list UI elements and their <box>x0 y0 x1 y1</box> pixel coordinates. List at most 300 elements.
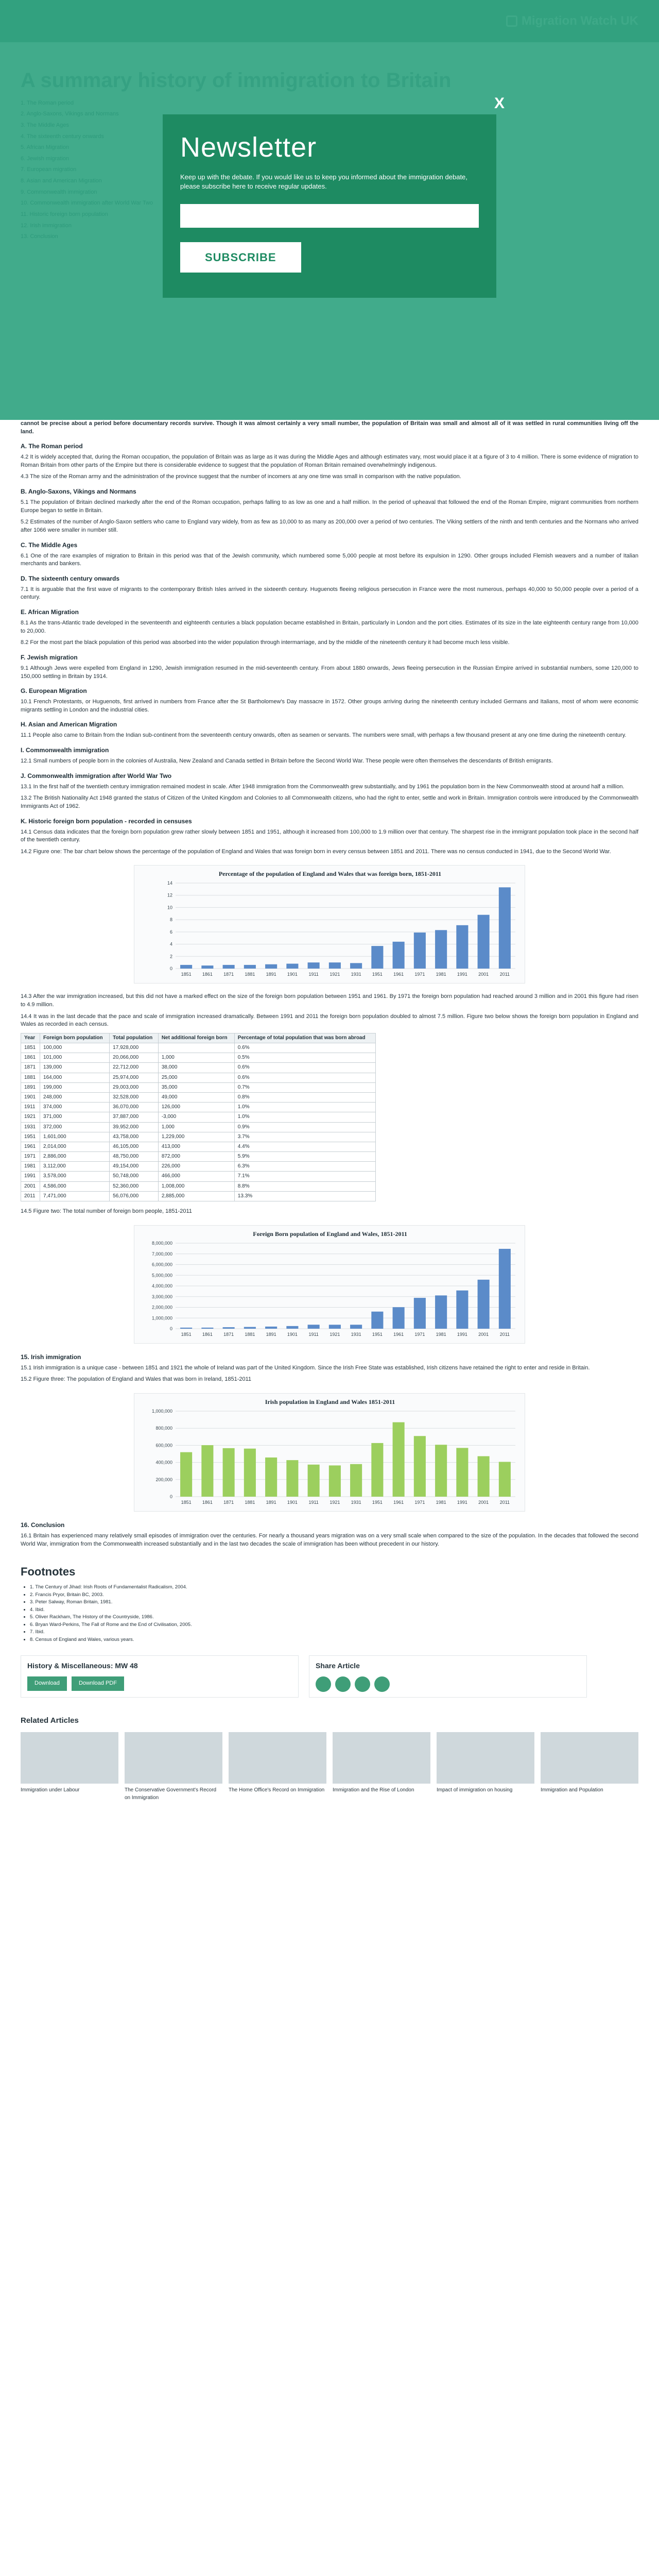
x-tick-label: 2001 <box>478 972 489 977</box>
bar <box>180 1328 192 1329</box>
table-cell: 101,000 <box>40 1053 110 1063</box>
chart-title: Percentage of the population of England and Wales that was foreign born, 1851-2011 <box>218 870 442 878</box>
bar <box>201 1445 213 1497</box>
bar <box>350 963 362 969</box>
section-paragraph: 5.2 Estimates of the number of Anglo-Saxon settlers who came to England vary widely, from as few as 10,000 to as many as 200,000 over a period of two centuries. The Viking settlers of the ninth and tenth centuries and the Normans who arrived after 1066 were smaller in number still. <box>21 519 638 533</box>
table-cell: 1,229,000 <box>158 1132 234 1142</box>
table-cell: 48,750,000 <box>110 1152 159 1162</box>
x-tick-label: 2011 <box>499 1499 510 1505</box>
table-header: Percentage of total population that was born abroad <box>234 1033 375 1043</box>
table-cell: 37,887,000 <box>110 1112 159 1122</box>
bar <box>329 963 341 969</box>
population-table <box>21 1033 376 1201</box>
table-cell: 2,014,000 <box>40 1142 110 1151</box>
x-tick-label: 1881 <box>245 1499 255 1505</box>
table-cell: 0.7% <box>234 1082 375 1092</box>
y-tick-label: 14 <box>167 880 172 886</box>
related-card-title[interactable]: The Conservative Government's Record on Immigration <box>125 1787 217 1801</box>
table-cell: 0.6% <box>234 1063 375 1073</box>
x-tick-label: 1911 <box>308 972 319 977</box>
table-cell: 6.3% <box>234 1162 375 1172</box>
table-row <box>21 1043 376 1053</box>
x-tick-label: 1931 <box>351 972 361 977</box>
x-tick-label: 1961 <box>393 972 404 977</box>
bar <box>265 964 277 969</box>
table-cell: 1,000 <box>158 1053 234 1063</box>
table-header: Foreign born population <box>40 1033 110 1043</box>
related-image <box>437 1732 534 1784</box>
table-row <box>21 1122 376 1132</box>
bar <box>350 1464 362 1497</box>
table-cell: 1961 <box>21 1142 40 1151</box>
y-tick-label: 0 <box>169 1326 172 1331</box>
x-tick-label: 1891 <box>266 972 276 977</box>
section-heading: A. The Roman period <box>21 443 83 450</box>
bar <box>286 964 298 969</box>
share-card <box>309 1655 587 1698</box>
x-tick-label: 2011 <box>499 1331 510 1337</box>
section-heading: D. The sixteenth century onwards <box>21 574 120 582</box>
download-button[interactable]: Download <box>27 1676 67 1691</box>
x-tick-label: 1861 <box>202 1499 213 1505</box>
bar <box>223 1327 235 1329</box>
section-heading: G. European Migration <box>21 687 87 695</box>
section-heading: B. Anglo-Saxons, Vikings and Normans <box>21 488 136 496</box>
table-header: Year <box>21 1033 40 1043</box>
table-row <box>21 1092 376 1102</box>
table-cell: 1861 <box>21 1053 40 1063</box>
related-articles <box>21 1715 638 1802</box>
table-cell: 2,886,000 <box>40 1152 110 1162</box>
y-tick-label: 1,000,000 <box>151 1408 172 1414</box>
paragraph: 15.1 Irish immigration is a unique case - between 1851 and 1921 the whole of Ireland was part of the United Kingdom. Since the Irish Free State was established, Irish citizens have retained the right to enter and reside in Britain. <box>21 1364 590 1371</box>
section-heading: J. Commonwealth immigration after World War Two <box>21 772 172 779</box>
table-cell: 3,578,000 <box>40 1172 110 1181</box>
share-buttons <box>316 1676 580 1692</box>
table-row <box>21 1191 376 1201</box>
table-cell: 43,758,000 <box>110 1132 159 1142</box>
section-heading: E. African Migration <box>21 608 79 616</box>
related-card[interactable] <box>21 1732 118 1801</box>
x-tick-label: 1851 <box>181 972 192 977</box>
table-cell: 0.9% <box>234 1122 375 1132</box>
email-input[interactable] <box>180 204 479 228</box>
x-tick-label: 1961 <box>393 1331 404 1337</box>
bar <box>478 915 490 969</box>
footnote-item: • 4. Ibid. <box>30 1606 638 1613</box>
table-cell: 226,000 <box>158 1162 234 1172</box>
download-pdf-button[interactable]: Download PDF <box>72 1676 124 1691</box>
section-paragraph: 13.1 In the first half of the twentieth century immigration remained modest in scale. After 1948 immigration from the Commonwealth grew substantially, and by 1961 the population born in the New Commonwealth stood at around half a million. <box>21 783 625 790</box>
x-tick-label: 1891 <box>266 1499 276 1505</box>
footnote-item: • 6. Bryan Ward-Perkins, The Fall of Rome and the End of Civilisation, 2005. <box>30 1621 638 1628</box>
x-tick-label: 1891 <box>266 1331 276 1337</box>
newsletter-title: Newsletter <box>180 132 317 163</box>
related-card-title[interactable]: Immigration and Population <box>541 1787 603 1793</box>
related-image <box>125 1732 222 1784</box>
table-cell: 2011 <box>21 1191 40 1201</box>
footnote-item: • 1. The Century of Jihad: Irish Roots of Fundamentalist Radicalism, 2004. <box>30 1584 638 1590</box>
table-cell: 52,360,000 <box>110 1181 159 1191</box>
newsletter-text: Keep up with the debate. If you would like us to keep you informed about the immigration debate, please subscribe here to receive regular updates. <box>180 173 467 191</box>
bar <box>350 1325 362 1329</box>
bar <box>244 1327 256 1328</box>
section-paragraph: 8.2 For the most part the black population of this period was absorbed into the wider population through intermarriage, and by the middle of the nineteenth century it had become much less visible. <box>21 639 510 646</box>
footnotes-title: Footnotes <box>21 1565 76 1579</box>
newsletter-modal <box>163 95 505 298</box>
chart-1-container <box>134 865 525 984</box>
table-cell: 372,000 <box>40 1122 110 1132</box>
table-header: Net additional foreign born <box>158 1033 234 1043</box>
x-tick-label: 1931 <box>351 1499 361 1505</box>
table-cell: 49,000 <box>158 1092 234 1102</box>
bar <box>286 1460 298 1497</box>
x-tick-label: 1971 <box>414 1499 425 1505</box>
table-cell: 126,000 <box>158 1103 234 1112</box>
y-tick-label: 1,000,000 <box>151 1315 172 1320</box>
table-cell: 25,974,000 <box>110 1073 159 1082</box>
table-cell: 199,000 <box>40 1082 110 1092</box>
bar <box>308 1325 320 1329</box>
bar <box>201 1328 213 1329</box>
x-tick-label: 1881 <box>245 972 255 977</box>
y-tick-label: 0 <box>169 1494 172 1499</box>
y-tick-label: 3,000,000 <box>151 1294 172 1299</box>
y-tick-label: 8 <box>169 917 172 923</box>
table-cell: 1981 <box>21 1162 40 1172</box>
email-icon[interactable] <box>374 1676 390 1692</box>
table-cell: 1871 <box>21 1063 40 1073</box>
close-icon[interactable]: X <box>494 95 505 112</box>
table-row <box>21 1053 376 1063</box>
section-heading: C. The Middle Ages <box>21 541 78 549</box>
bar <box>414 933 426 969</box>
y-tick-label: 800,000 <box>155 1426 172 1431</box>
section-heading: F. Jewish migration <box>21 653 78 661</box>
related-title: Related Articles <box>21 1716 79 1725</box>
section-paragraph: 12.1 Small numbers of people born in the colonies of Australia, New Zealand and Canada settled in Britain before the Second World War. These people were often themselves the descendants of British emigrants. <box>21 758 553 765</box>
table-cell: 2,885,000 <box>158 1191 234 1201</box>
related-card[interactable] <box>125 1732 222 1801</box>
table-cell: 1951 <box>21 1132 40 1142</box>
section-paragraph: 14.2 Figure one: The bar chart below shows the percentage of the population of England and Wales that was foreign born in every census between 1851 and 2011. There was no census conducted in 1941, due to the Second World War. <box>21 848 611 855</box>
related-row <box>21 1732 638 1801</box>
table-row <box>21 1063 376 1073</box>
table-cell: 1,601,000 <box>40 1132 110 1142</box>
footnote-item: • 2. Francis Pryor, Britain BC, 2003. <box>30 1591 638 1598</box>
section-paragraph: 9.1 Although Jews were expelled from England in 1290, Jewish immigration resumed in the mid-seventeenth century. From about 1880 onwards, Jews fleeing persecution in the Russian Empire arrived in substantial numbers, some 120,000 to 150,000 settling in Britain by 1914. <box>21 665 638 680</box>
table-cell: 1851 <box>21 1043 40 1053</box>
table-cell: 371,000 <box>40 1112 110 1122</box>
x-tick-label: 1961 <box>393 1499 404 1505</box>
table-cell: 1921 <box>21 1112 40 1122</box>
related-image <box>229 1732 326 1784</box>
bar <box>499 888 511 969</box>
related-card[interactable] <box>333 1732 430 1801</box>
y-tick-label: 0 <box>169 966 172 972</box>
footnote-item: • 8. Census of England and Wales, various years. <box>30 1636 638 1643</box>
x-tick-label: 1871 <box>223 972 234 977</box>
table-row <box>21 1162 376 1172</box>
bar <box>435 930 447 969</box>
x-tick-label: 1861 <box>202 972 213 977</box>
related-card-title[interactable]: The Home Office's Record on Immigration <box>229 1787 325 1793</box>
bar <box>180 1452 192 1497</box>
related-card[interactable] <box>437 1732 534 1801</box>
section-heading: H. Asian and American Migration <box>21 721 117 728</box>
chart-2-container <box>134 1225 525 1344</box>
x-tick-label: 1861 <box>202 1331 213 1337</box>
bar <box>456 925 468 969</box>
bar <box>286 1326 298 1328</box>
table-cell: 100,000 <box>40 1043 110 1053</box>
download-share-row <box>21 1655 638 1698</box>
x-tick-label: 1971 <box>414 1331 425 1337</box>
bar <box>414 1298 426 1329</box>
x-tick-label: 1901 <box>287 1331 298 1337</box>
table-cell: 4.4% <box>234 1142 375 1151</box>
x-tick-label: 1921 <box>330 972 340 977</box>
table-cell: 0.8% <box>234 1092 375 1102</box>
x-tick-label: 1981 <box>436 1499 446 1505</box>
x-tick-label: 1871 <box>223 1331 234 1337</box>
x-tick-label: 1851 <box>181 1331 192 1337</box>
table-cell: 413,000 <box>158 1142 234 1151</box>
download-card-header <box>27 1661 292 1671</box>
bar <box>499 1462 511 1497</box>
table-cell: 13.3% <box>234 1191 375 1201</box>
x-tick-label: 2001 <box>478 1499 489 1505</box>
table-row <box>21 1082 376 1092</box>
table-cell: 2001 <box>21 1181 40 1191</box>
section-heading: I. Commonwealth immigration <box>21 747 109 754</box>
related-card-title[interactable]: Immigration under Labour <box>21 1787 80 1793</box>
table-cell: 0.6% <box>234 1043 375 1053</box>
table-cell: 248,000 <box>40 1092 110 1102</box>
bar <box>329 1465 341 1497</box>
bar <box>435 1445 447 1497</box>
footnote-item: • 7. Ibid. <box>30 1629 638 1635</box>
table-cell: 49,154,000 <box>110 1162 159 1172</box>
table-cell: -3,000 <box>158 1112 234 1122</box>
related-image <box>333 1732 430 1784</box>
x-tick-label: 1871 <box>223 1499 234 1505</box>
bar <box>244 965 256 969</box>
table-cell: 29,003,000 <box>110 1082 159 1092</box>
bar <box>435 1295 447 1329</box>
x-tick-label: 1931 <box>351 1331 361 1337</box>
section-paragraph: 5.1 The population of Britain declined markedly after the end of the Roman occupation, perhaps falling to as low as one and a half million. In the period of upheaval that followed the end of the Roman Empire, migrant communities from northern Europe began to settle in Britain. <box>21 499 638 514</box>
facebook-icon[interactable] <box>316 1676 331 1692</box>
table-cell: 39,952,000 <box>110 1122 159 1132</box>
section-paragraph: 14.1 Census data indicates that the foreign born population grew rather slowly between 1851 and 1951, although it increased from 100,000 to 1.9 million over that century. The sharpest rise in the immigrant population took place in the second half of the twentieth century. <box>21 828 638 843</box>
y-tick-label: 600,000 <box>155 1443 172 1448</box>
y-tick-label: 200,000 <box>155 1477 172 1482</box>
table-cell: 466,000 <box>158 1172 234 1181</box>
table-cell: 1901 <box>21 1092 40 1102</box>
table-cell: 32,528,000 <box>110 1092 159 1102</box>
footnote-item: • 3. Peter Salway, Roman Britain, 1981. <box>30 1599 638 1605</box>
bar <box>201 965 213 969</box>
table-cell: 3.7% <box>234 1132 375 1142</box>
bar <box>371 946 383 969</box>
y-tick-label: 2 <box>169 954 172 959</box>
x-tick-label: 1991 <box>457 1499 467 1505</box>
x-tick-label: 1921 <box>330 1331 340 1337</box>
y-tick-label: 8,000,000 <box>151 1240 172 1246</box>
x-tick-label: 1991 <box>457 1331 467 1337</box>
table-row <box>21 1142 376 1151</box>
related-image <box>21 1732 118 1784</box>
x-tick-label: 1901 <box>287 1499 298 1505</box>
section-heading: K. Historic foreign born population - recorded in censuses <box>21 817 192 825</box>
table-cell: 7,471,000 <box>40 1191 110 1201</box>
table-cell: 1971 <box>21 1152 40 1162</box>
table-header: Total population <box>110 1033 159 1043</box>
chart-1 <box>134 866 526 984</box>
table-row <box>21 1152 376 1162</box>
table-cell: 3,112,000 <box>40 1162 110 1172</box>
table-cell: 22,712,000 <box>110 1063 159 1073</box>
paragraph: 14.3 After the war immigration increased, but this did not have a marked effect on the size of the foreign born population between 1951 and 1961. By 1971 the foreign born population had reached around 3 million and in 2001 this figure had risen to 4.9 million. <box>21 993 638 1008</box>
table-cell: 164,000 <box>40 1073 110 1082</box>
y-tick-label: 12 <box>167 893 172 899</box>
related-card[interactable] <box>229 1732 326 1801</box>
bar <box>180 965 192 969</box>
linkedin-icon[interactable] <box>355 1676 370 1692</box>
footnote-list <box>21 1584 638 1643</box>
table-cell: 36,070,000 <box>110 1103 159 1112</box>
table-cell: 17,928,000 <box>110 1043 159 1053</box>
table-cell: 374,000 <box>40 1103 110 1112</box>
x-tick-label: 1901 <box>287 972 298 977</box>
bar <box>244 1449 256 1497</box>
x-tick-label: 1911 <box>308 1331 319 1337</box>
table-cell: 1991 <box>21 1172 40 1181</box>
x-tick-label: 1881 <box>245 1331 255 1337</box>
paragraph: 14.4 It was in the last decade that the pace and scale of immigration increased dramatically. Between 1991 and 2011 the foreign born population doubled to almost 7.5 million. Figure two below shows the foreign born population in England and Wales as recorded in each census. <box>21 1013 638 1028</box>
bar <box>393 1307 405 1329</box>
y-tick-label: 4 <box>169 941 172 947</box>
bar <box>371 1443 383 1497</box>
table-cell: 1891 <box>21 1082 40 1092</box>
table-row <box>21 1132 376 1142</box>
y-tick-label: 6 <box>169 929 172 935</box>
section-paragraph: 7.1 It is arguable that the first wave of migrants to the contemporary British Isles arrived in the sixteenth century. Huguenots fleeing religious persecution in France were the most numerous, perhaps 40,000 to 50,000 people over a period of a century. <box>21 586 638 601</box>
x-tick-label: 2011 <box>499 972 510 977</box>
related-card-title[interactable]: Immigration and the Rise of London <box>333 1787 414 1793</box>
share-card-header <box>316 1661 580 1671</box>
y-tick-label: 5,000,000 <box>151 1272 172 1278</box>
subscribe-button[interactable]: SUBSCRIBE <box>180 242 301 273</box>
table-cell: 1,000 <box>158 1122 234 1132</box>
section-paragraph: 13.2 The British Nationality Act 1948 granted the status of Citizen of the United Kingdom and Colonies to all Commonwealth citizens, who had the right to enter, settle and work in Britain. Immigration controls were introduced by the Commonwealth Immigrants Act of 1962. <box>21 795 638 809</box>
table-cell: 1.0% <box>234 1112 375 1122</box>
share-card-title: Share Article <box>316 1662 360 1670</box>
table-cell: 8.8% <box>234 1181 375 1191</box>
bar <box>456 1290 468 1328</box>
bar <box>308 1465 320 1497</box>
bar <box>223 1448 235 1497</box>
footnote-item: • 5. Oliver Rackham, The History of the Countryside, 1986. <box>30 1614 638 1620</box>
bar <box>393 1422 405 1496</box>
x-tick-label: 1911 <box>308 1499 319 1505</box>
table-cell: 139,000 <box>40 1063 110 1073</box>
download-card-title: History & Miscellaneous: MW 48 <box>27 1662 138 1670</box>
table-row <box>21 1181 376 1191</box>
table-cell: 4,586,000 <box>40 1181 110 1191</box>
y-tick-label: 2,000,000 <box>151 1304 172 1310</box>
table-row <box>21 1172 376 1181</box>
table-cell: 46,105,000 <box>110 1142 159 1151</box>
table-cell: 1.0% <box>234 1103 375 1112</box>
table-cell: 5.9% <box>234 1152 375 1162</box>
section-paragraph: 8.1 As the trans-Atlantic trade developed in the seventeenth and eighteenth centuries a black population became established in Britain, particularly in London and the port cities. Estimates of its size in the late eighteenth century range from 10,000 to 20,000. <box>21 620 638 634</box>
related-image <box>541 1732 638 1784</box>
bar <box>414 1436 426 1497</box>
y-tick-label: 6,000,000 <box>151 1262 172 1267</box>
bar <box>329 1325 341 1329</box>
table-cell: 35,000 <box>158 1082 234 1092</box>
y-tick-label: 400,000 <box>155 1460 172 1465</box>
x-tick-label: 1991 <box>457 972 467 977</box>
intro-paragraph: cannot be precise about a period before documentary records survive. Though it was almost certainly a very small number, the population of Britain was small and almost all of it was settled in rural communities living off the land. <box>21 420 638 435</box>
bar <box>223 965 235 969</box>
table-cell: 0.6% <box>234 1073 375 1082</box>
table-row <box>21 1103 376 1112</box>
table-cell: 1881 <box>21 1073 40 1082</box>
table-cell: 38,000 <box>158 1063 234 1073</box>
table-row <box>21 1112 376 1122</box>
chart-title: Irish population in England and Wales 1851-2011 <box>265 1398 395 1405</box>
y-tick-label: 10 <box>167 905 172 910</box>
y-tick-label: 7,000,000 <box>151 1251 172 1257</box>
x-tick-label: 2001 <box>478 1331 489 1337</box>
x-tick-label: 1951 <box>372 1331 383 1337</box>
y-tick-label: 4,000,000 <box>151 1283 172 1289</box>
x-tick-label: 1951 <box>372 972 383 977</box>
table-cell: 56,076,000 <box>110 1191 159 1201</box>
paragraph: 16.1 Britain has experienced many relatively small episodes of immigration over the centuries. For nearly a thousand years migration was on a very small scale when compared to the size of the population. In the decades that followed the second World War, immigration from the Commonwealth increased substantially and in the last two decades the scale of immigration has been without precedent in our history. <box>21 1532 638 1547</box>
bar <box>478 1456 490 1497</box>
x-tick-label: 1971 <box>414 972 425 977</box>
bar <box>499 1249 511 1329</box>
bar <box>456 1448 468 1497</box>
footnotes <box>21 1564 638 1643</box>
related-card-title[interactable]: Impact of immigration on housing <box>437 1787 513 1793</box>
chart-title: Foreign Born population of England and Wales, 1851-2011 <box>253 1230 407 1238</box>
bar <box>265 1327 277 1329</box>
table-cell: 1911 <box>21 1103 40 1112</box>
x-tick-label: 1981 <box>436 1331 446 1337</box>
bar <box>393 942 405 969</box>
article-body <box>0 420 659 1802</box>
table-cell: 25,000 <box>158 1073 234 1082</box>
table-cell: 20,066,000 <box>110 1053 159 1063</box>
related-card[interactable] <box>541 1732 638 1801</box>
bar <box>371 1311 383 1328</box>
chart-3 <box>134 1394 526 1512</box>
table-cell: 872,000 <box>158 1152 234 1162</box>
x-tick-label: 1921 <box>330 1499 340 1505</box>
table-cell: 7.1% <box>234 1172 375 1181</box>
chart-2 <box>134 1226 526 1344</box>
table-row <box>21 1073 376 1082</box>
twitter-icon[interactable] <box>335 1676 351 1692</box>
table-cell: 50,748,000 <box>110 1172 159 1181</box>
section-paragraph: 4.3 The size of the Roman army and the administration of the province suggest that the number of incomers at any one time was small in comparison with the native population. <box>21 473 461 480</box>
table-cell: 1,008,000 <box>158 1181 234 1191</box>
